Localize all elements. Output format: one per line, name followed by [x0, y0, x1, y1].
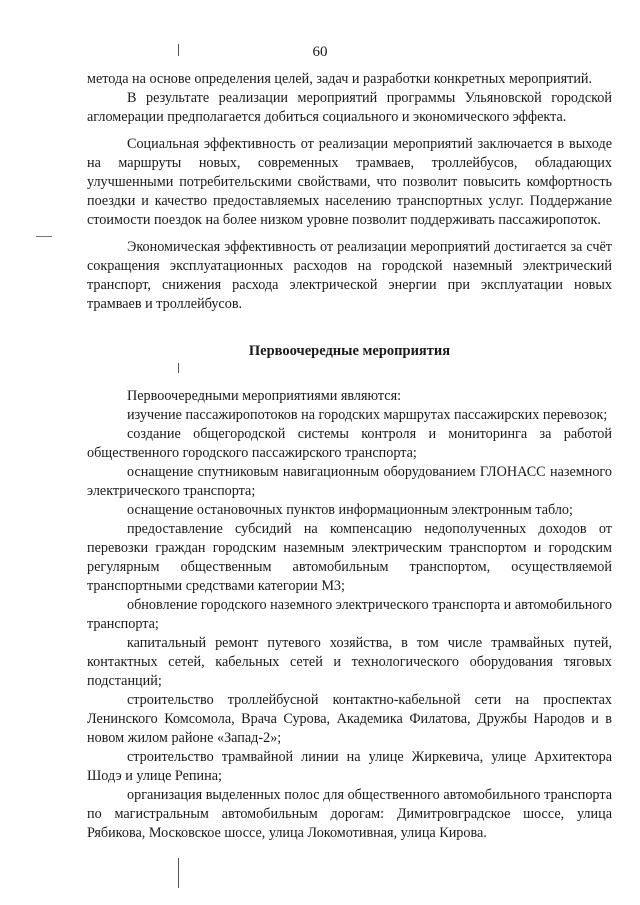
- list-item: оснащение спутниковым навигационным оборудованием ГЛОНАСС наземного электрического транспорта;: [87, 464, 612, 499]
- list-item: создание общегородской системы контроля и мониторинга за работой общественного городского пассажирского транспорта;: [87, 426, 612, 461]
- list-item: капитальный ремонт путевого хозяйства, в том числе трамвайных путей, контактных сетей, кабельных сетей и технологического оборудования тяговых подстанций;: [87, 635, 612, 689]
- list-item: строительство трамвайной линии на улице Жиркевича, улице Архитектора Шодэ и улице Репина;: [87, 749, 612, 784]
- section-intro: Первоочередными мероприятиями являются:: [127, 388, 402, 404]
- scan-mark-left: [36, 236, 52, 237]
- list-item: строительство троллейбусной контактно-кабельной сети на проспектах Ленинского Комсомола, Врача Сурова, Академика Филатова, Дружбы Народов и в новом жилом районе «Запад-2»;: [87, 692, 612, 746]
- paragraph-social-effect: Социальная эффективность от реализации мероприятий заключается в выходе на маршруты новых, современных трамваев, троллейбусов, обладающих улучшенными потребительскими свойствами, что позволит повысить комфортность поездки и качество предоставляемых населению транспортных услуг. Поддержание стоимости поездок на более низком уровне позволит поддерживать пассажиропоток.: [87, 136, 612, 228]
- scan-mark-top: [178, 44, 179, 56]
- list-item: обновление городского наземного электрического транспорта и автомобильного транспорта;: [87, 597, 612, 632]
- list-item: оснащение остановочных пунктов информационным электронным табло;: [127, 502, 573, 518]
- document-body: [87, 70, 612, 843]
- paragraph-economic-effect: Экономическая эффективность от реализации мероприятий достигается за счёт сокращения эксплуатационных расходов на городской наземный электрический транспорт, снижения расхода электрической энергии при эксплуатации новых трамваев и троллейбусов.: [87, 239, 612, 312]
- page-number: 60: [312, 44, 328, 60]
- paragraph-continuation: метода на основе определения целей, задач и разработки конкретных мероприятий.: [87, 71, 593, 87]
- scan-mark-bottom: [178, 858, 179, 888]
- list-item: организация выделенных полос для общественного автомобильного транспорта по магистральным автомобильным дорогам: Димитровградское шоссе, улица Рябикова, Московское шоссе, улица Локомотивная, улица Кирова.: [87, 787, 612, 841]
- list-item: изучение пассажиропотоков на городских маршрутах пассажирских перевозок;: [127, 407, 608, 423]
- list-item: предоставление субсидий на компенсацию недополученных доходов от перевозки граждан городским наземным электрическим транспортом и городским регулярным общественным автомобильным транспортом, осуществляемой транспортными средствами категории М3;: [87, 521, 612, 594]
- paragraph-result: В результате реализации мероприятий программы Ульяновской городской агломерации предполагается добиться социального и экономического эффекта.: [87, 90, 612, 125]
- section-heading: Первоочередные мероприятия: [248, 343, 451, 359]
